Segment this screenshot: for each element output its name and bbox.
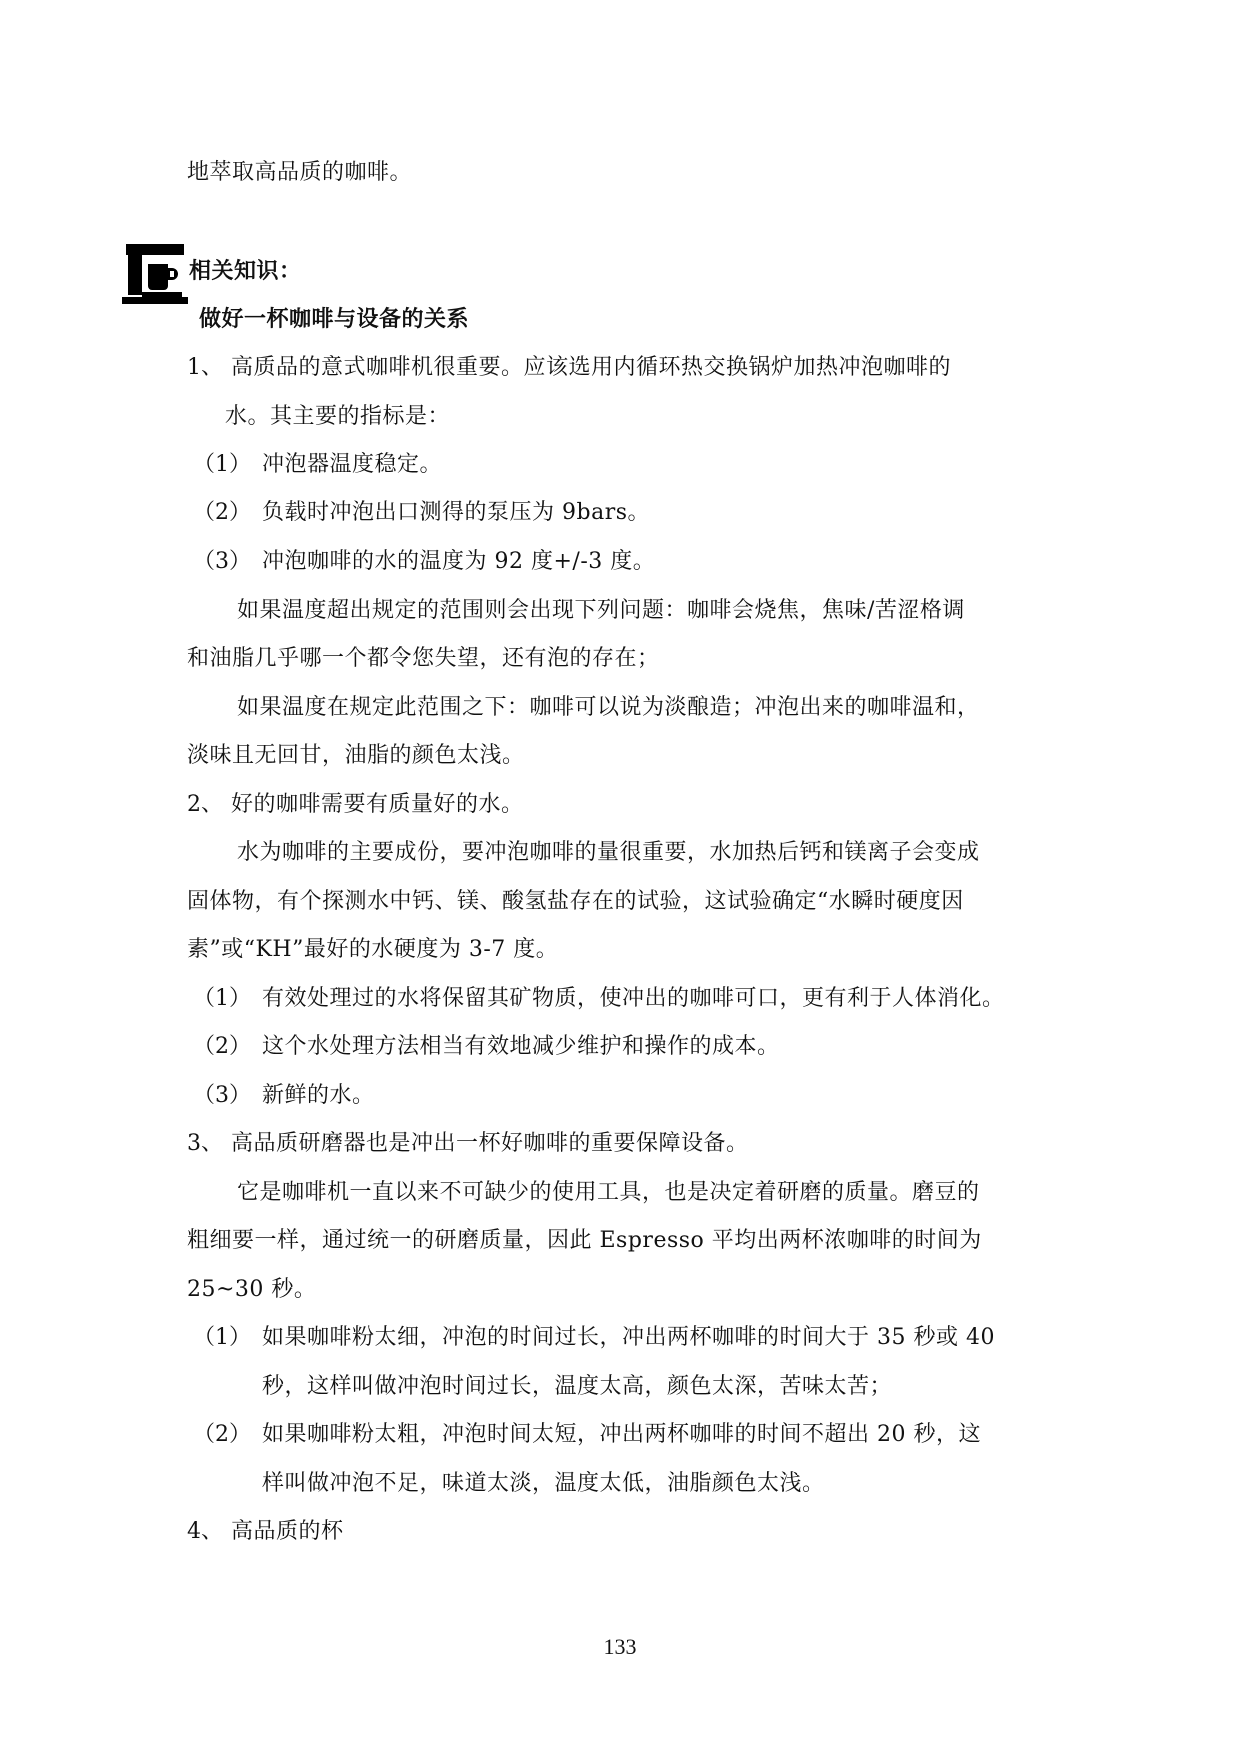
paragraph-line: 25~30 秒。	[187, 1277, 317, 1302]
paragraph-line: 素”或“KH”最好的水硬度为 3-7 度。	[187, 937, 559, 962]
paragraph-line: 水为咖啡的主要成份，要冲泡咖啡的量很重要，水加热后钙和镁离子会变成	[237, 840, 980, 865]
coffee-machine-icon	[122, 244, 188, 304]
list-item-text: 高品质的杯	[231, 1519, 344, 1544]
sub-item-text: 有效处理过的水将保留其矿物质，使冲出的咖啡可口，更有利于人体消化。	[262, 986, 1005, 1011]
sub-item-text: 这个水处理方法相当有效地减少维护和操作的成本。	[262, 1034, 780, 1059]
list-number: 3、	[187, 1131, 223, 1156]
sub-item-text: 样叫做冲泡不足，味道太淡，温度太低，油脂颜色太浅。	[262, 1471, 825, 1496]
list-number: 1、	[187, 355, 223, 380]
sub-item-number: （1）	[193, 986, 251, 1011]
subsection-heading: 做好一杯咖啡与设备的关系	[199, 306, 470, 332]
sub-item-number: （1）	[193, 452, 251, 477]
sub-item-number: （2）	[193, 500, 251, 525]
section-heading: 相关知识：	[189, 258, 302, 284]
sub-item-text: 如果咖啡粉太粗，冲泡时间太短，冲出两杯咖啡的时间不超出 20 秒，这	[262, 1422, 981, 1447]
paragraph-line: 如果温度在规定此范围之下：咖啡可以说为淡酿造；冲泡出来的咖啡温和，	[237, 695, 980, 720]
sub-item-text: 冲泡器温度稳定。	[262, 452, 443, 477]
list-number: 4、	[187, 1519, 223, 1544]
paragraph-line: 如果温度超出规定的范围则会出现下列问题：咖啡会烧焦，焦味/苦涩格调	[237, 598, 965, 623]
paragraph-line: 固体物，有个探测水中钙、镁、酸氢盐存在的试验，这试验确定“水瞬时硬度因	[187, 889, 964, 914]
paragraph-line: 粗细要一样，通过统一的研磨质量，因此 Espresso 平均出两杯浓咖啡的时间为	[187, 1228, 982, 1253]
sub-item-number: （2）	[193, 1422, 251, 1447]
list-item-text: 好的咖啡需要有质量好的水。	[231, 792, 524, 817]
paragraph-line: 它是咖啡机一直以来不可缺少的使用工具，也是决定着研磨的质量。磨豆的	[237, 1180, 980, 1205]
sub-item-number: （2）	[193, 1034, 251, 1059]
sub-item-text: 新鲜的水。	[262, 1083, 375, 1108]
text-line: 地萃取高品质的咖啡。	[187, 160, 413, 185]
paragraph-line: 淡味且无回甘，油脂的颜色太浅。	[187, 743, 525, 768]
sub-item-text: 负载时冲泡出口测得的泵压为 9bars。	[262, 500, 650, 525]
sub-item-text: 秒，这样叫做冲泡时间过长，温度太高，颜色太深，苦味太苦；	[262, 1374, 893, 1399]
paragraph-line: 和油脂几乎哪一个都令您失望，还有泡的存在；	[187, 646, 660, 671]
sub-item-text: 如果咖啡粉太细，冲泡的时间过长，冲出两杯咖啡的时间大于 35 秒或 40	[262, 1325, 995, 1350]
page-number: 133	[603, 1634, 637, 1659]
list-item-text: 高品质研磨器也是冲出一杯好咖啡的重要保障设备。	[231, 1131, 749, 1156]
sub-item-number: （3）	[193, 549, 251, 574]
list-number: 2、	[187, 792, 223, 817]
list-item-text: 高质品的意式咖啡机很重要。应该选用内循环热交换锅炉加热冲泡咖啡的	[231, 355, 952, 380]
sub-item-number: （1）	[193, 1325, 251, 1350]
sub-item-number: （3）	[193, 1083, 251, 1108]
list-item-text: 水。其主要的指标是：	[225, 404, 451, 429]
sub-item-text: 冲泡咖啡的水的温度为 92 度+/-3 度。	[262, 549, 656, 574]
